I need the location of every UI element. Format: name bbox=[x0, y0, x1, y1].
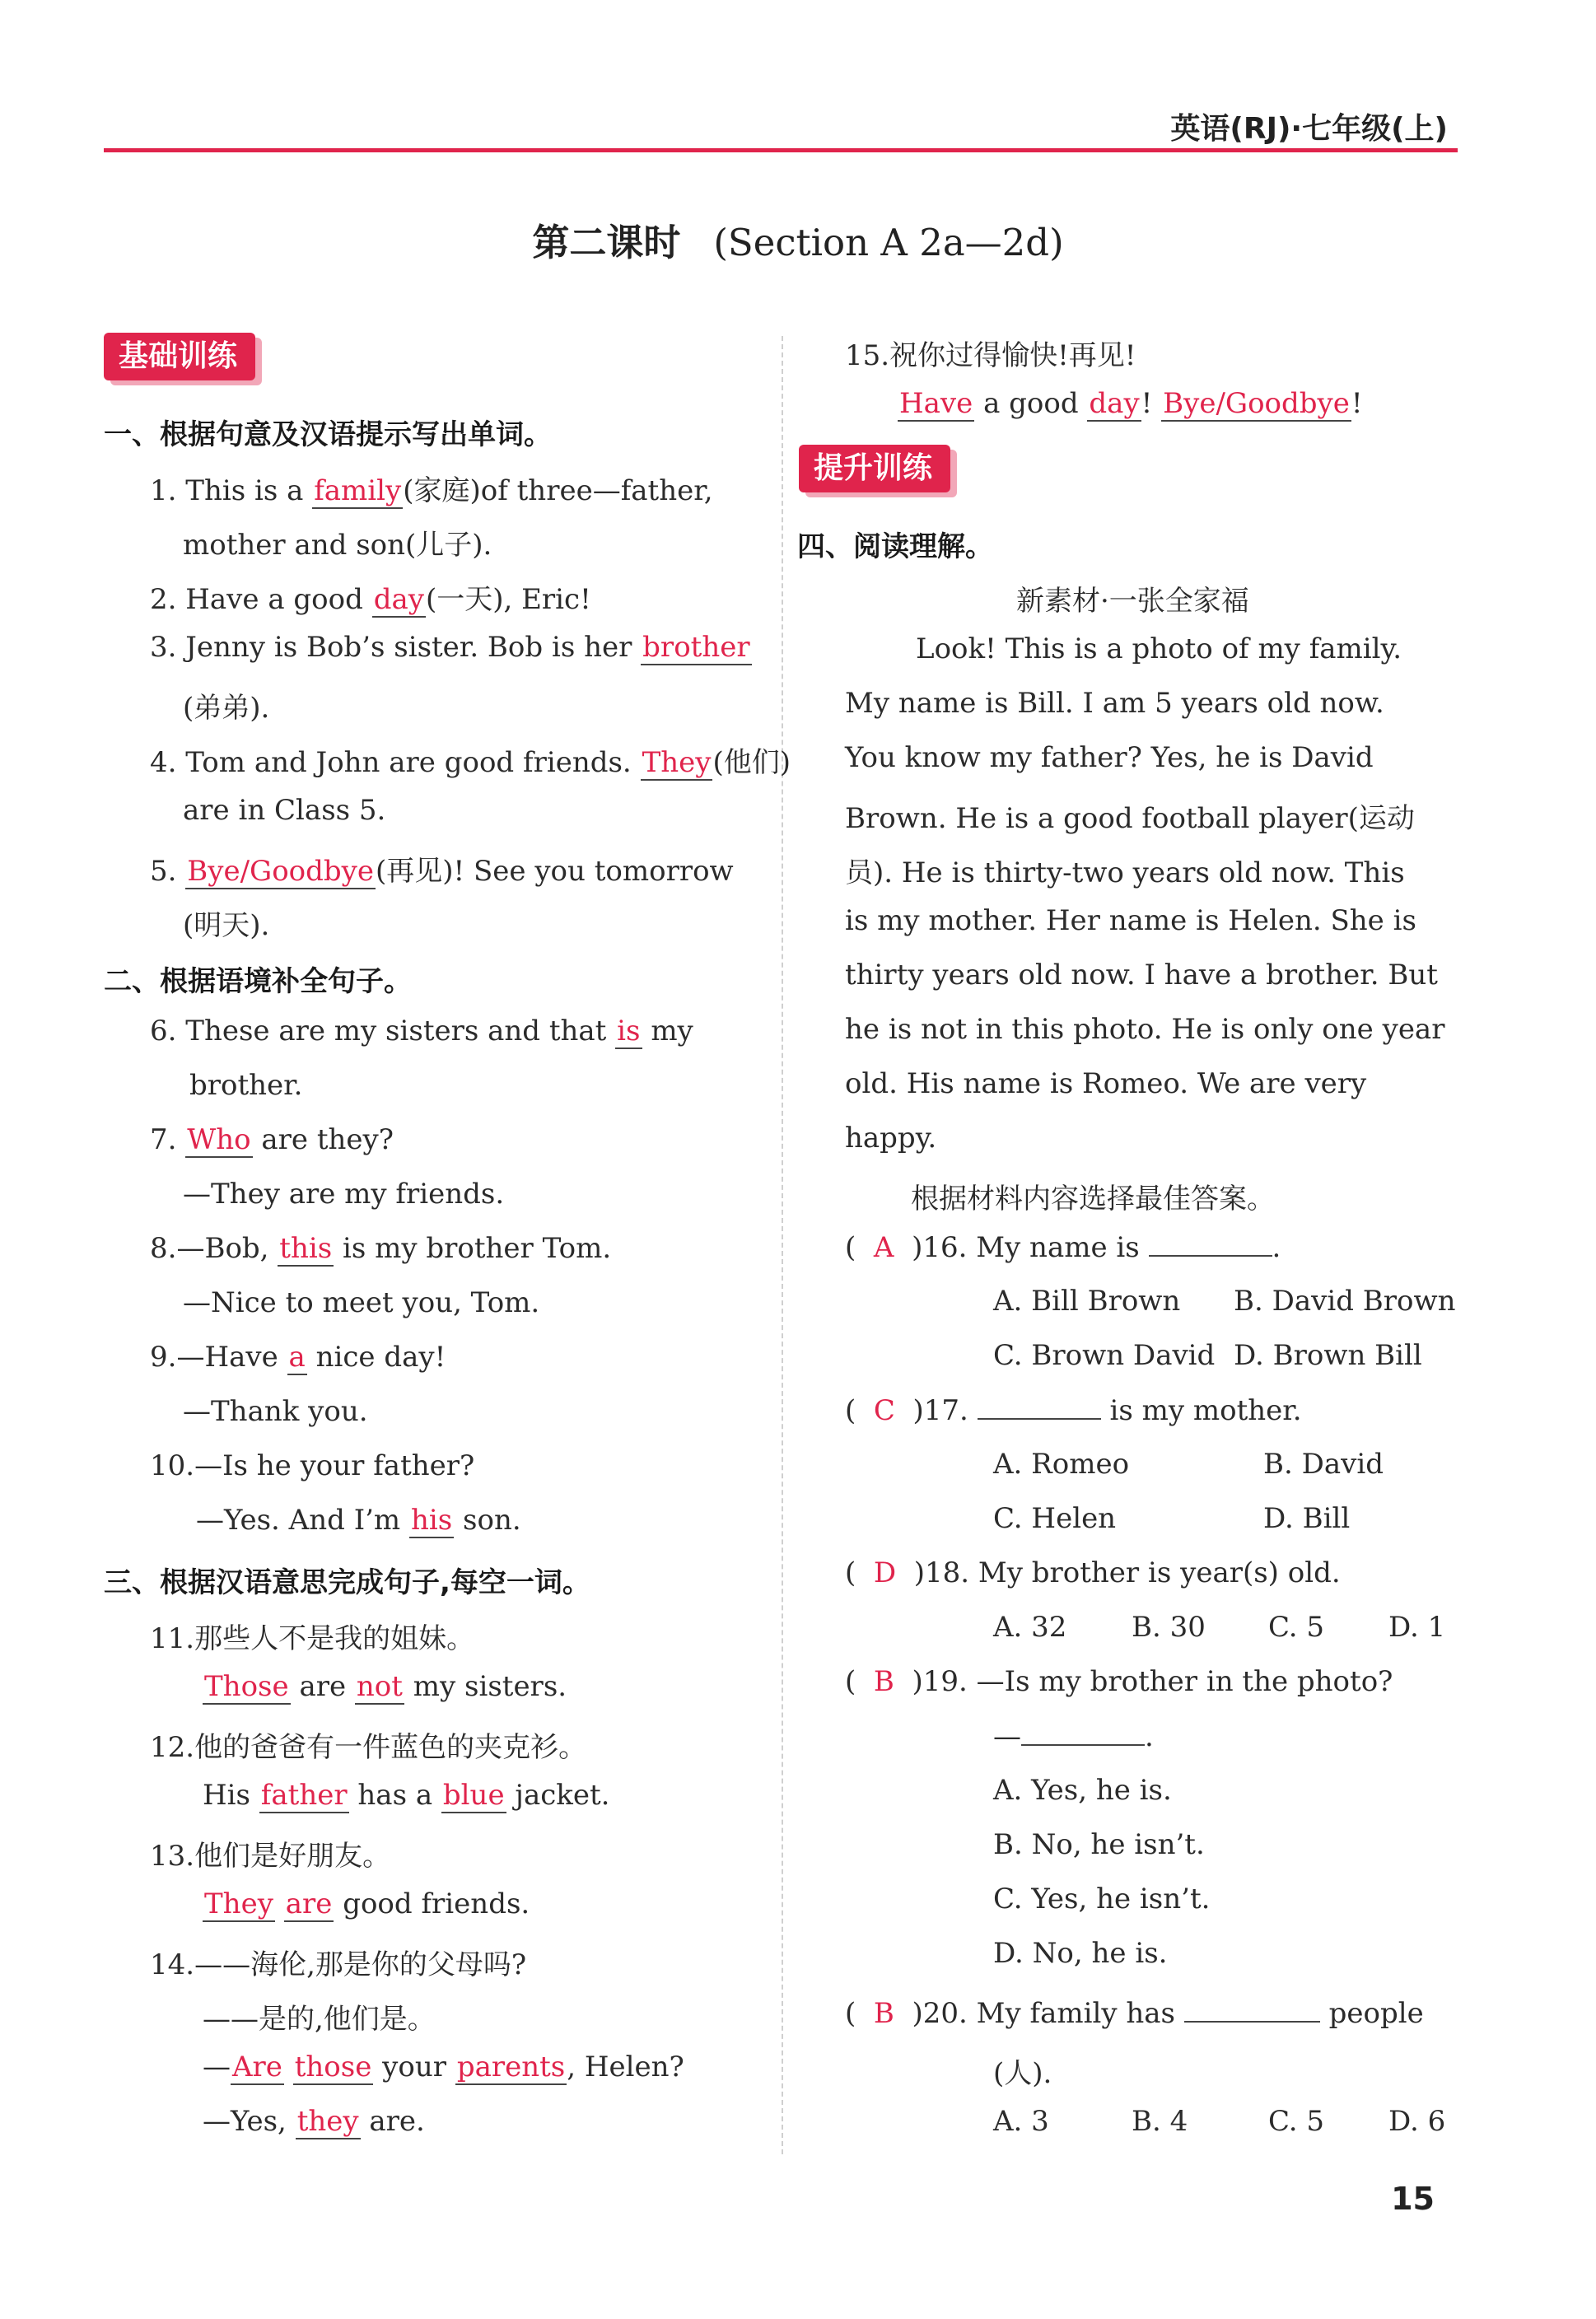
q14-line4: —Yes, they are. bbox=[203, 2105, 425, 2138]
q9-line1: 9.—Have a nice day! bbox=[150, 1341, 446, 1374]
q13-answer-2: are bbox=[285, 1887, 333, 1920]
reading-line-5: 员). He is thirty-two years old now. This bbox=[845, 856, 1405, 889]
q4-line1: 4. Tom and John are good friends. They(他们) bbox=[150, 746, 791, 779]
q14-answer-4: they bbox=[296, 2105, 359, 2138]
q16-option-b: B. David Brown bbox=[1234, 1285, 1456, 1318]
title-main: 第二课时 bbox=[532, 221, 681, 264]
q8-answer: this bbox=[279, 1232, 333, 1265]
q9-line2: —Thank you. bbox=[183, 1395, 368, 1428]
q17-option-b: B. David bbox=[1263, 1448, 1384, 1481]
reading-line-3: You know my father? Yes, he is David bbox=[845, 741, 1374, 774]
q9-answer: a bbox=[288, 1341, 306, 1374]
q1-answer: family bbox=[314, 474, 402, 507]
section-3-heading: 三、根据汉语意思完成句子,每空一词。 bbox=[104, 1566, 590, 1599]
section-2-heading: 二、根据语境补全句子。 bbox=[104, 965, 412, 998]
q5-answer: Bye/Goodbye bbox=[187, 855, 374, 888]
q14-line1: 14.——海伦,那是你的父母吗? bbox=[150, 1948, 527, 1981]
q19-option-b: B. No, he isn’t. bbox=[993, 1828, 1205, 1861]
badge-advanced: 提升训练 bbox=[799, 445, 950, 492]
q14-answer-2: those bbox=[294, 2051, 372, 2083]
q15-line2: Have a good day! Bye/Goodbye! bbox=[899, 387, 1363, 420]
q18-option-b: B. 30 bbox=[1132, 1611, 1206, 1644]
q12-line2: His father has a blue jacket. bbox=[203, 1779, 610, 1812]
q16-stem: ( A )16. My name is . bbox=[845, 1231, 1281, 1264]
q14-line3: —Are those your parents, Helen? bbox=[203, 2051, 684, 2083]
q13-line1: 13.他们是好朋友。 bbox=[150, 1840, 391, 1873]
q13-answer-1: They bbox=[204, 1887, 273, 1920]
q20-option-d: D. 6 bbox=[1388, 2105, 1446, 2138]
reading-line-9: old. His name is Romeo. We are very bbox=[845, 1067, 1367, 1100]
q17-option-d: D. Bill bbox=[1263, 1502, 1351, 1535]
reading-line-10: happy. bbox=[845, 1122, 937, 1155]
q4-line2: are in Class 5. bbox=[183, 794, 386, 827]
q20-option-a: A. 3 bbox=[993, 2105, 1049, 2138]
badge-basic: 基础训练 bbox=[104, 333, 255, 380]
q13-line2: They are good friends. bbox=[204, 1887, 530, 1920]
reading-line-8: he is not in this photo. He is only one year bbox=[845, 1013, 1445, 1046]
header-text: 英语(RJ)·七年级(上) bbox=[1170, 112, 1448, 146]
q8-line1: 8.—Bob, this is my brother Tom. bbox=[150, 1232, 612, 1265]
q15-line1: 15.祝你过得愉快!再见! bbox=[845, 339, 1136, 372]
reading-line-1: Look! This is a photo of my family. bbox=[916, 632, 1402, 665]
q2-answer: day bbox=[373, 583, 424, 616]
reading-line-4: Brown. He is a good football player(运动 bbox=[845, 802, 1415, 835]
q1-line2: mother and son(儿子). bbox=[183, 529, 492, 562]
q14-answer-3: parents bbox=[456, 2051, 566, 2083]
q5-line1: 5. Bye/Goodbye(再见)! See you tomorrow bbox=[150, 855, 734, 888]
q3-answer: brother bbox=[642, 631, 750, 664]
q17-stem: ( C )17. is my mother. bbox=[845, 1394, 1302, 1427]
q14-answer-1: Are bbox=[232, 2051, 282, 2083]
q19-option-d: D. No, he is. bbox=[993, 1937, 1168, 1970]
q18-option-a: A. 32 bbox=[993, 1611, 1067, 1644]
q16-answer: A bbox=[873, 1231, 894, 1264]
q11-line1: 11.那些人不是我的姐妹。 bbox=[150, 1622, 475, 1655]
column-divider bbox=[782, 336, 783, 2154]
q1-line1: 1. This is a family(家庭)of three—father, bbox=[150, 474, 713, 507]
reading-line-2: My name is Bill. I am 5 years old now. bbox=[845, 687, 1384, 720]
q10-line1: 10.—Is he your father? bbox=[150, 1449, 475, 1482]
q18-stem: ( D )18. My brother is year(s) old. bbox=[845, 1556, 1341, 1589]
q11-answer-1: Those bbox=[204, 1670, 289, 1703]
q16-option-d: D. Brown Bill bbox=[1234, 1339, 1422, 1372]
q15-answer-1: Have bbox=[899, 387, 973, 420]
q20-stem: ( B )20. My family has people bbox=[845, 1997, 1424, 2030]
reading-title: 新素材·一张全家福 bbox=[1016, 585, 1249, 618]
section-4-heading: 四、阅读理解。 bbox=[797, 530, 993, 563]
q8-line2: —Nice to meet you, Tom. bbox=[183, 1286, 540, 1319]
q20-stem-cont: (人). bbox=[993, 2057, 1052, 2090]
q16-option-c: C. Brown David bbox=[993, 1339, 1216, 1372]
section-1-heading: 一、根据句意及汉语提示写出单词。 bbox=[104, 418, 552, 451]
q12-line1: 12.他的爸爸有一件蓝色的夹克衫。 bbox=[150, 1731, 587, 1764]
reading-instruction: 根据材料内容选择最佳答案。 bbox=[911, 1183, 1275, 1215]
q16-option-a: A. Bill Brown bbox=[993, 1285, 1181, 1318]
q3-line2: (弟弟). bbox=[183, 692, 270, 725]
q19-option-a: A. Yes, he is. bbox=[993, 1774, 1172, 1807]
q6-line1: 6. These are my sisters and that is my bbox=[150, 1015, 693, 1048]
q18-option-d: D. 1 bbox=[1388, 1611, 1446, 1644]
q14-line2: ——是的,他们是。 bbox=[203, 2003, 436, 2036]
q7-line1: 7. Who are they? bbox=[150, 1123, 394, 1156]
q20-option-b: B. 4 bbox=[1132, 2105, 1188, 2138]
q11-line2: Those are not my sisters. bbox=[204, 1670, 567, 1703]
q20-answer: B bbox=[873, 1997, 894, 2030]
q7-answer: Who bbox=[187, 1123, 251, 1156]
q15-answer-2: day bbox=[1089, 387, 1140, 420]
q17-option-c: C. Helen bbox=[993, 1502, 1117, 1535]
q19-answer: B bbox=[873, 1665, 894, 1698]
q17-answer: C bbox=[873, 1394, 895, 1427]
q11-answer-2: not bbox=[356, 1670, 403, 1703]
lesson-title bbox=[0, 212, 1596, 266]
q4-answer: They bbox=[642, 746, 712, 779]
reading-line-7: thirty years old now. I have a brother. But bbox=[845, 959, 1438, 992]
q19-blank-line: — . bbox=[993, 1720, 1154, 1753]
q2-line: 2. Have a good day(一天), Eric! bbox=[150, 583, 591, 616]
q10-answer: his bbox=[411, 1504, 453, 1537]
q6-answer: is bbox=[617, 1015, 641, 1048]
q7-line2: —They are my friends. bbox=[183, 1178, 505, 1211]
q12-answer-2: blue bbox=[442, 1779, 505, 1812]
q5-line2: (明天). bbox=[183, 909, 270, 942]
q18-option-c: C. 5 bbox=[1268, 1611, 1325, 1644]
q15-answer-3: Bye/Goodbye bbox=[1163, 387, 1350, 420]
header-rule bbox=[104, 148, 1458, 152]
q3-line1: 3. Jenny is Bob’s sister. Bob is her brother bbox=[150, 631, 750, 664]
q19-option-c: C. Yes, he isn’t. bbox=[993, 1883, 1211, 1915]
q19-stem: ( B )19. —Is my brother in the photo? bbox=[845, 1665, 1393, 1698]
q12-answer-1: father bbox=[260, 1779, 348, 1812]
title-section: (Section A 2a—2d) bbox=[713, 221, 1064, 264]
q10-line2: —Yes. And I’m his son. bbox=[196, 1504, 521, 1537]
q18-answer: D bbox=[873, 1556, 897, 1589]
reading-line-6: is my mother. Her name is Helen. She is bbox=[845, 904, 1416, 937]
q20-option-c: C. 5 bbox=[1268, 2105, 1325, 2138]
q17-option-a: A. Romeo bbox=[993, 1448, 1130, 1481]
page-number: 15 bbox=[1391, 2181, 1435, 2217]
q6-line2: brother. bbox=[189, 1069, 303, 1102]
